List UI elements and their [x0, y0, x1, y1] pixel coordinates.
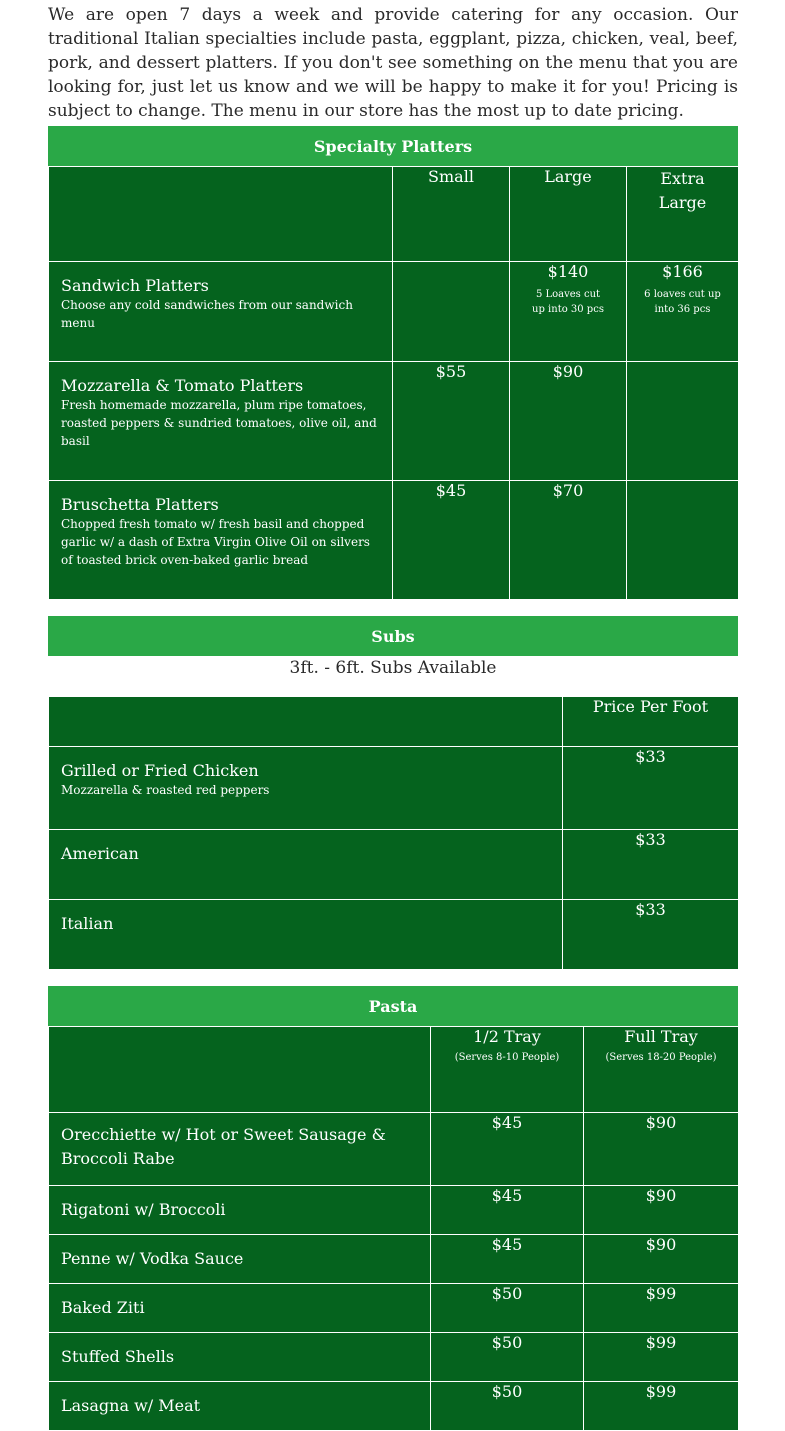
item-description: Chopped fresh tomato w/ fresh basil and chopped garlic w/ a dash of Extra Virgin Olive Oil on silvers of toasted brick oven-baked garlic bread: [61, 517, 370, 567]
table-row: [49, 1284, 739, 1333]
price-value: $140: [547, 262, 589, 281]
price-half-tray: $45: [431, 1113, 584, 1186]
price-small: $45: [393, 481, 510, 600]
price-extra-large: [627, 262, 739, 362]
price-note: 5 Loaves cut up into 30 pcs: [532, 289, 604, 315]
col-note: (Serves 18-20 People): [605, 1052, 717, 1063]
price-per-foot: $33: [563, 830, 739, 900]
table-header-row: [49, 697, 739, 747]
col-extra-large: Extra Large: [627, 167, 739, 262]
header-empty-cell: [49, 1027, 431, 1113]
price-large: [510, 262, 627, 362]
col-half-tray: [431, 1027, 584, 1113]
table-header-row: [49, 167, 739, 262]
price-extra-large: [627, 362, 739, 481]
table-row: [49, 830, 739, 900]
col-label: 1/2 Tray: [473, 1027, 541, 1046]
table-row: [49, 262, 739, 362]
item-name: Mozzarella & Tomato Platters: [61, 376, 304, 395]
item-description: Fresh homemade mozzarella, plum ripe tomatoes, roasted peppers & sundried tomatoes, olive oil, and basil: [61, 398, 377, 448]
price-small: $55: [393, 362, 510, 481]
item-description: Choose any cold sandwiches from our sandwich menu: [61, 298, 353, 330]
col-large: Large: [510, 167, 627, 262]
price-full-tray: $99: [584, 1382, 739, 1431]
item-name: Orecchiette w/ Hot or Sweet Sausage & Broccoli Rabe: [61, 1125, 386, 1168]
price-half-tray: $45: [431, 1186, 584, 1235]
price-half-tray: $50: [431, 1382, 584, 1431]
pasta-heading: Pasta: [48, 986, 738, 1026]
item-description: Mozzarella & roasted red peppers: [61, 783, 270, 797]
item-name: American: [61, 844, 139, 863]
price-small: [393, 262, 510, 362]
specialty-platters-heading: Specialty Platters: [48, 126, 738, 166]
col-price-per-foot: Price Per Foot: [563, 697, 739, 747]
table-row: [49, 1235, 739, 1284]
table-row: [49, 1333, 739, 1382]
price-extra-large: [627, 481, 739, 600]
price-half-tray: $45: [431, 1235, 584, 1284]
item-name: Rigatoni w/ Broccoli: [61, 1200, 226, 1219]
price-full-tray: $99: [584, 1284, 739, 1333]
price-large: $90: [510, 362, 627, 481]
item-name: Lasagna w/ Meat: [61, 1396, 201, 1415]
col-label: Full Tray: [624, 1027, 698, 1046]
table-row: [49, 1186, 739, 1235]
price-value: $166: [662, 262, 703, 281]
item-name: Bruschetta Platters: [61, 495, 219, 514]
table-row: [49, 362, 739, 481]
subs-note: 3ft. - 6ft. Subs Available: [289, 658, 497, 678]
table-row: [49, 747, 739, 830]
item-name: Sandwich Platters: [61, 276, 209, 295]
pasta-table: [48, 1026, 739, 1431]
col-small: Small: [393, 167, 510, 262]
price-per-foot: $33: [563, 747, 739, 830]
table-row: [49, 481, 739, 600]
table-row: [49, 1382, 739, 1431]
subs-heading: Subs: [48, 616, 738, 656]
price-half-tray: $50: [431, 1333, 584, 1382]
price-half-tray: $50: [431, 1284, 584, 1333]
col-full-tray: [584, 1027, 739, 1113]
table-row: [49, 1113, 739, 1186]
item-name: Baked Ziti: [61, 1298, 145, 1317]
price-full-tray: $99: [584, 1333, 739, 1382]
header-empty-cell: [49, 167, 393, 262]
col-note: (Serves 8-10 People): [454, 1052, 560, 1063]
subs-table: [48, 696, 739, 970]
price-full-tray: $90: [584, 1113, 739, 1186]
price-full-tray: $90: [584, 1186, 739, 1235]
intro-paragraph: We are open 7 days a week and provide catering for any occasion. Our traditional Italian specialties include pasta, eggplant, pizza, chicken, veal, beef, pork, and dessert platters. If you don't see something on the menu that you are looking for, just let us know and we will be happy to make it for you! Pricing is subject to change. The menu in our store has the most up to date pricing.: [48, 5, 738, 121]
item-name: Grilled or Fried Chicken: [61, 761, 259, 780]
specialty-platters-table: [48, 166, 739, 600]
table-header-row: [49, 1027, 739, 1113]
table-row: [49, 900, 739, 970]
item-name: Penne w/ Vodka Sauce: [61, 1249, 244, 1268]
price-note: 6 loaves cut up into 36 pcs: [644, 289, 721, 315]
item-name: Stuffed Shells: [61, 1347, 175, 1366]
header-empty-cell: [49, 697, 563, 747]
price-per-foot: $33: [563, 900, 739, 970]
price-large: $70: [510, 481, 627, 600]
item-name: Italian: [61, 914, 114, 933]
price-full-tray: $90: [584, 1235, 739, 1284]
